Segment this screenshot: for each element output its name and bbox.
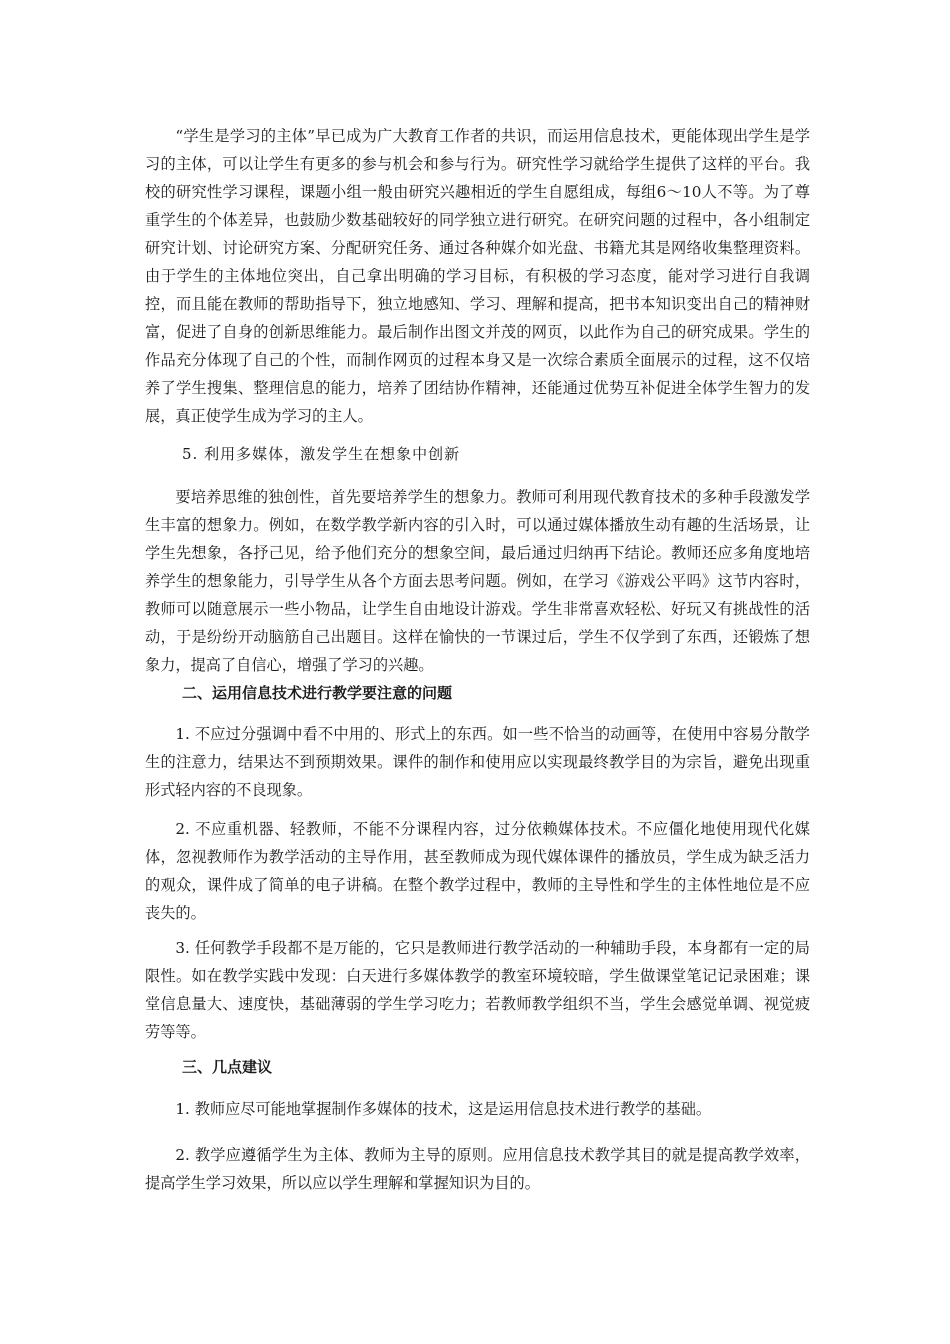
section-heading-2: 二、运用信息技术进行教学要注意的问题 [182,684,453,702]
paragraph-5: 要培养思维的独创性，首先要培养学生的想象力。教师可利用现代教育技术的多种手段激发学生丰富的想象力。例如，在数学教学新内容的引入时，可以通过媒体播放生动有趣的生活场景，让学生先想象，各抒己见，给予他们充分的想象空间，最后通过归纳再下结论。教师还应多角度地培养学生的想象能力，引导学生从各个方面去思考问题。例如，在学习《游戏公平吗》这节内容时，教师可以随意展示一些小物品，让学生自由地设计游戏。学生非常喜欢轻松、好玩又有挑战性的活动，于是纷纷开动脑筋自己出题目。这样在愉快的一节课过后，学生不仅学到了东西，还锻炼了想象力，提高了自信心，增强了学习的兴趣。 [145,488,810,674]
issue-paragraph-1: 1. 不应过分强调中看不中用的、形式上的东西。如一些不恰当的动画等，在使用中容易分散学生的注意力，结果达不到预期效果。课件的制作和使用应以实现最终教学目的为宗旨，避免出现重形式轻内容的不良现象。 [145,725,810,799]
intro-paragraph: “学生是学习的主体”早已成为广大教育工作者的共识，而运用信息技术，更能体现出学生是学习的主体，可以让学生有更多的参与机会和参与行为。研究性学习就给学生提供了这样的平台。我校的研究性学习课程，课题小组一般由研究兴趣相近的学生自愿组成，每组6～10人不等。为了尊重学生的个体差异，也鼓励少数基础较好的同学独立进行研究。在研究问题的过程中，各小组制定研究计划、讨论研究方案、分配研究任务、通过各种媒介如光盘、书籍尤其是网络收集整理资料。由于学生的主体地位突出，自己拿出明确的学习目标，有积极的学习态度，能对学习进行自我调控，而且能在教师的帮助指导下，独立地感知、学习、理解和提高，把书本知识变出自己的精神财富，促进了自身的创新思维能力。最后制作出图文并茂的网页，以此作为自己的研究成果。学生的作品充分体现了自己的个性，而制作网页的过程本身又是一次综合素质全面展示的过程，这不仅培养了学生搜集、整理信息的能力，培养了团结协作精神，还能通过优势互补促进全体学生智力的发展，真正使学生成为学习的主人。 [145,127,810,425]
suggestion-paragraph-2: 2. 教学应遵循学生为主体、教师为主导的原则。应用信息技术教学其目的就是提高教学效率，提高学生学习效果，所以应以学生理解和掌握知识为目的。 [145,1146,810,1192]
section-heading-3: 三、几点建议 [182,1058,273,1076]
issue-paragraph-2: 2. 不应重机器、轻教师，不能不分课程内容，过分依赖媒体技术。不应僵化地使用现代化媒体，忽视教师作为教学活动的主导作用，甚至教师成为现代媒体课件的播放员，学生成为缺乏活力的观众，课件成了简单的电子讲稿。在整个教学过程中，教师的主导性和学生的主体性地位是不应丧失的。 [145,820,810,922]
suggestion-paragraph-1: 1. 教师应尽可能地掌握制作多媒体的技术，这是运用信息技术进行教学的基础。 [175,1100,712,1118]
issue-paragraph-3: 3. 任何教学手段都不是万能的，它只是教师进行教学活动的一种辅助手段，本身都有一定的局限性。如在教学实践中发现：白天进行多媒体教学的教室环境较暗，学生做课堂笔记记录困难；课堂信息量大、速度快，基础薄弱的学生学习吃力；若教师教学组织不当，学生会感觉单调、视觉疲劳等等。 [145,939,810,1041]
subheading-5: 5. 利用多媒体，激发学生在想象中创新 [182,445,461,463]
